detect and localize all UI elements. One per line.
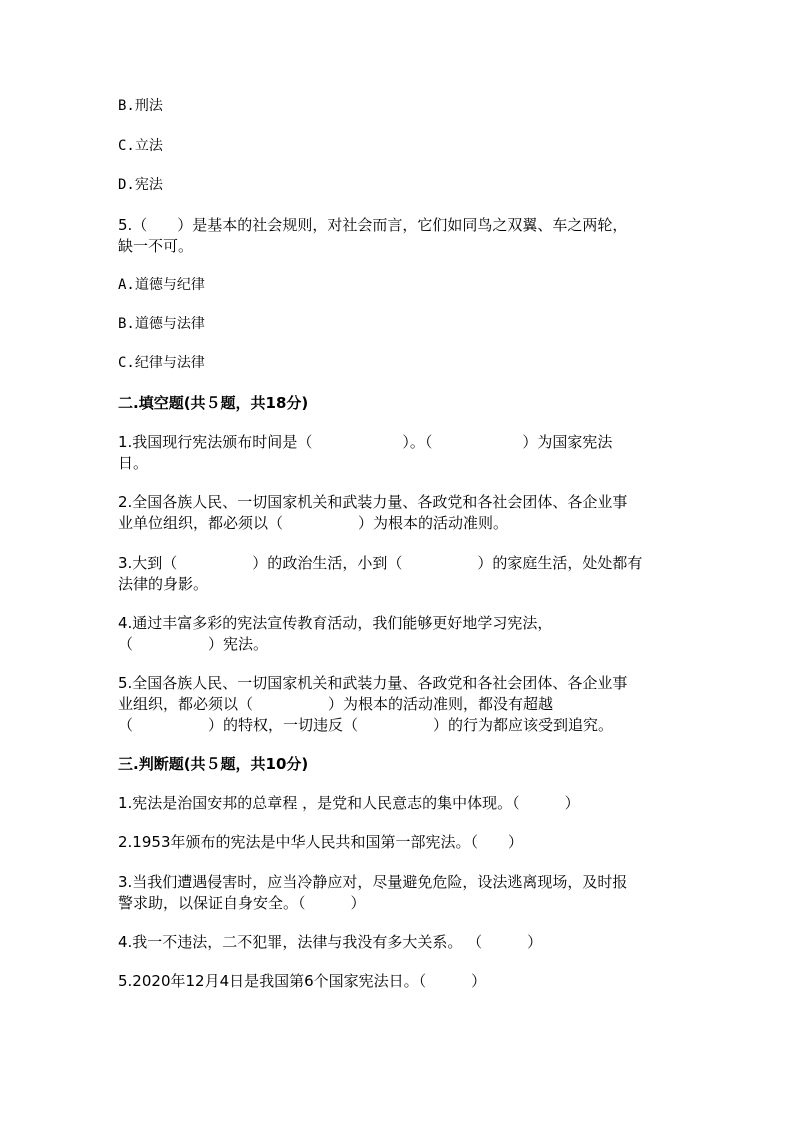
section-3-heading: 三.判断题(共５题，共10分) bbox=[118, 755, 309, 773]
fill-q5-line-1: 5.全国各族人民、一切国家机关和武装力量、各政党和各社会团体、各企业事 bbox=[118, 674, 628, 692]
fill-q5-line-2: 业组织，都必须以（ ）为根本的活动准则，都没有超越 bbox=[118, 695, 554, 713]
judge-q3-line-2: 警求助，以保证自身安全。（ ） bbox=[118, 894, 366, 912]
fill-q1-line-1: 1.我国现行宪法颁布时间是（ ）。（ ）为国家宪法 bbox=[118, 433, 613, 451]
q5-option-a: A.道德与纪律 bbox=[118, 277, 205, 293]
judge-q5: 5.2020年12月4日是我国第6个国家宪法日。（ ） bbox=[118, 972, 487, 990]
q4-option-b: B.刑法 bbox=[118, 98, 163, 114]
q5-stem-line-2: 缺一不可。 bbox=[118, 237, 194, 255]
fill-q4-line-2: （ ）宪法。 bbox=[118, 635, 269, 653]
q5-option-c: C.纪律与法律 bbox=[118, 355, 205, 371]
judge-q3-line-1: 3.当我们遭遇侵害时，应当冷静应对，尽量避免危险，设法逃离现场，及时报 bbox=[118, 873, 628, 891]
fill-q1-line-2: 日。 bbox=[118, 454, 149, 472]
q5-stem-line-1: 5.（ ）是基本的社会规则，对社会而言，它们如同鸟之双翼、车之两轮， bbox=[118, 216, 628, 234]
fill-q3-line-1: 3.大到（ ）的政治生活，小到（ ）的家庭生活，处处都有 bbox=[118, 554, 643, 572]
judge-q2: 2.1953年颁布的宪法是中华人民共和国第一部宪法。（ ） bbox=[118, 833, 523, 851]
judge-q4: 4.我一不违法，二不犯罪，法律与我没有多大关系。 （ ） bbox=[118, 933, 543, 951]
fill-q4-line-1: 4.通过丰富多彩的宪法宣传教育活动，我们能够更好地学习宪法， bbox=[118, 614, 553, 632]
q5-option-b: B.道德与法律 bbox=[118, 316, 205, 332]
section-2-heading: 二.填空题(共５题，共18分) bbox=[118, 394, 309, 412]
q4-option-d: D.宪法 bbox=[118, 177, 163, 193]
fill-q5-line-3: （ ）的特权，一切违反（ ）的行为都应该受到追究。 bbox=[118, 716, 614, 734]
fill-q2-line-1: 2.全国各族人民、一切国家机关和武装力量、各政党和各社会团体、各企业事 bbox=[118, 493, 628, 511]
judge-q1: 1.宪法是治国安邦的总章程 ，是党和人民意志的集中体现。（ ） bbox=[118, 794, 580, 812]
q4-option-c: C.立法 bbox=[118, 138, 163, 154]
fill-q3-line-2: 法律的身影。 bbox=[118, 575, 209, 593]
fill-q2-line-2: 业单位组织，都必须以（ ）为根本的活动准则。 bbox=[118, 514, 509, 532]
